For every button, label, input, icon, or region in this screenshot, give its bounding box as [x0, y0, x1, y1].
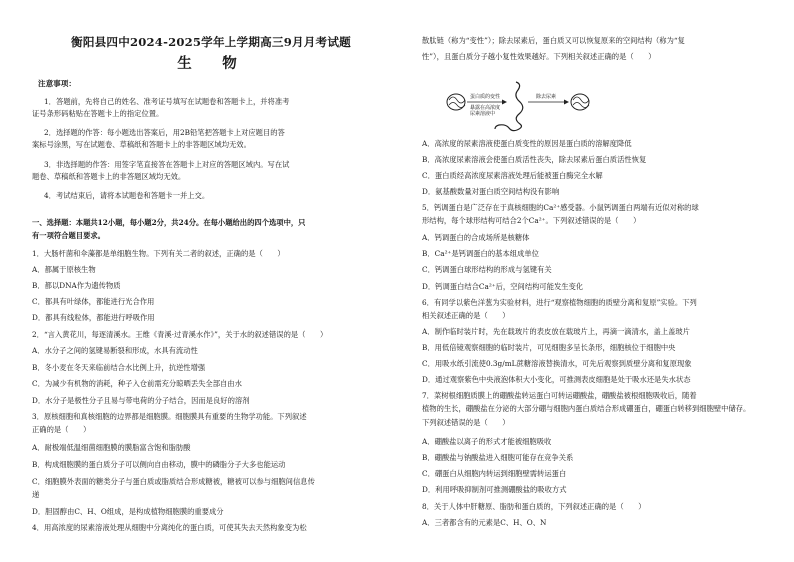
question-line: 性”），且蛋白质分子越小复性效果越好。下列相关叙述正确的是（ ）	[422, 52, 656, 61]
option-line: B．冬小麦在冬天来临前结合水比例上升，抗逆性增强	[32, 363, 206, 372]
question-line: 2．“言入黄花川，每逐清溪水。王维《青溪·过青溪水作》”，关于水的叙述错误的是（ ）	[32, 330, 328, 339]
note-line: 4．考试结束后，请将本试题卷和答题卡一并上交。	[44, 191, 210, 200]
folded-protein-left-icon	[447, 94, 465, 110]
option-line: D．水分子是极性分子且易与带电荷的分子结合，因而是良好的溶剂	[32, 396, 250, 405]
option-line: B．硼酸盐与钠酸盐进入细胞可能存在竞争关系	[422, 453, 574, 462]
option-line: 递	[32, 490, 40, 499]
question-line: 3．原核细胞和真核细胞的边界都是细胞膜。细胞膜具有重要的生物学功能。下列叙述	[32, 412, 307, 421]
option-line: C．为减少有机物的消耗，种子入仓前需充分晾晒丢失全部自由水	[32, 379, 242, 388]
question-line: 7．菜树根细胞质膜上的硼酸盐转运蛋白可转运硼酸盐，硼酸盐被根细胞吸收后，随着	[422, 391, 697, 400]
question-line: 相关叙述正确的是（ ）	[422, 311, 510, 320]
option-line: D．氨基酸数量对蛋白质空间结构没有影响	[422, 187, 560, 196]
question-line: 植物的生长，硼酸盐在分泌的大部分硼与细胞内蛋白质结合形成硼蛋白，硼蛋白转移到细胞壁中储存。	[422, 404, 751, 413]
question-line: 下列叙述错误的是（ ）	[422, 418, 510, 427]
option-line: B．高浓度尿素溶液会使蛋白质活性丧失，除去尿素后蛋白质活性恢复	[422, 155, 647, 164]
question-line: 散肽链（称为“变性”）；除去尿素后，蛋白质又可以恢复原来的空间结构（称为“复	[422, 36, 685, 45]
figure-label: 蛋白质的变性	[470, 94, 501, 100]
note-line: 3．非选择题的作答：用签字笔直接答在答题卡上对应的答题区域内。写在试	[44, 160, 290, 169]
option-line: B．都以DNA作为遗传物质	[32, 281, 121, 290]
option-line: C．钙调蛋白球形结构的形成与氢键有关	[422, 265, 552, 274]
notes-heading: 注意事项：	[38, 79, 76, 88]
subject-title: 生 物	[177, 55, 245, 72]
arrow-head-icon	[502, 100, 507, 105]
note-line: 1．答题前，先将自己的姓名、准考证号填写在试题卷和答题卡上，并将准考	[44, 97, 290, 106]
option-line: B．构成细胞膜的蛋白质分子可以侧向自由移动，膜中的磷脂分子大多也能运动	[32, 460, 286, 469]
protein-denaturation-figure	[444, 78, 594, 138]
option-line: A．三者都含有的元素是C、H、O、N	[422, 518, 547, 527]
section-heading: 一、选择题：本题共12小题，每小题2分，共24分。在每小题给出的四个选项中，只	[32, 218, 306, 227]
folded-protein-right-icon	[571, 94, 589, 110]
option-line: A．制作临时装片时，先在载玻片的表皮放在载玻片上，再滴一滴清水，盖上盖玻片	[422, 327, 690, 336]
figure-label: 尿素溶液中	[470, 111, 496, 117]
option-line: D．利用呼吸抑制剂可推测硼酸盐的吸收方式	[422, 485, 567, 494]
option-line: C．细胞膜外表面的糖类分子与蛋白质或脂质结合形成糖被，糖被可以参与细胞间信息传	[32, 477, 315, 486]
left-column	[28, 0, 394, 562]
exam-title: 衡阳县四中2024-2025学年上学期高三9月月考试题	[71, 35, 351, 49]
option-line: B．Ca²⁺是钙调蛋白的基本组成单位	[422, 249, 539, 258]
right-column	[418, 0, 772, 562]
question-line: 8．关于人体中肝糖原、脂肪和蛋白质的，下列叙述正确的是（ ）	[422, 502, 646, 511]
option-line: D．胆固醇由C、H、O组成，是构成植物细胞膜的重要成分	[32, 507, 224, 516]
note-line: 2．选择题的作答：每小题选出答案后，用2B铅笔把答题卡上对应题目的答	[44, 128, 285, 137]
question-line: 1．大肠杆菌和伞藻都是单细胞生物。下列有关二者的叙述，正确的是（ ）	[32, 249, 285, 258]
option-line: A．耐极端低温细菌细胞膜的膜脂富含饱和脂肪酸	[32, 443, 191, 452]
option-line: A．硼酸盐以离子的形式才能被细胞吸收	[422, 437, 552, 446]
option-line: A．水分子之间的氢键易断裂和形成，水具有流动性	[32, 346, 198, 355]
option-line: B．用低倍镜观察细胞的临时装片，可见细胞多呈长条形，细胞核位于细胞中央	[422, 343, 676, 352]
question-line: 5．钙调蛋白是广泛存在于真核细胞的Ca²⁺感受器。小鼠钙调蛋白两端有近似对称的球	[422, 203, 699, 212]
note-line: 题卷、草稿纸和答题卡上的非答题区域均无效。	[32, 172, 186, 181]
option-line: D．通过观察紫色中央液泡体积大小变化，可推测表皮细胞是处于吸水还是失水状态	[422, 375, 691, 384]
option-line: C．硼蛋白从细胞内转运到细胞壁需转运蛋白	[422, 469, 567, 478]
option-line: A．钙调蛋白的合成场所是核糖体	[422, 233, 530, 242]
arrow-head-icon	[564, 100, 569, 105]
note-line: 证号条形码粘贴在答题卡上的指定位置。	[32, 109, 164, 118]
option-line: C．都具有叶绿体，都能进行光合作用	[32, 297, 155, 306]
option-line: C．蛋白质经高浓度尿素溶液处理后能被蛋白酶完全水解	[422, 171, 603, 180]
question-line: 形结构，每个球形结构可结合2个Ca²⁺。下列叙述错误的是（ ）	[422, 216, 641, 225]
option-line: D．都具有线粒体，都能进行呼吸作用	[32, 313, 155, 322]
option-line: C．用吸水纸引流使0.3g/mL蔗糖溶液替换清水，可先后观察到质壁分离和复原现象	[422, 359, 692, 368]
question-line: 4．用高浓度的尿素溶液处理从细胞中分离纯化的蛋白质，可使其失去天然构象变为松	[32, 523, 307, 532]
figure-label: 暴露在高浓度	[470, 105, 501, 111]
option-line: A．高浓度的尿素溶液使蛋白质变性的原因是蛋白质的溶解度降低	[422, 139, 632, 148]
question-line: 正确的是（ ）	[32, 425, 91, 434]
section-heading: 有一项符合题目要求。	[32, 231, 105, 240]
figure-label: 除去尿素	[536, 94, 557, 100]
note-line: 案标号涂黑，写在试题卷、草稿纸和答题卡上的非答题区域均无效。	[32, 140, 251, 149]
option-line: A．都属于原核生物	[32, 265, 96, 274]
question-line: 6．有同学以紫色洋葱为实验材料，进行“观察植物细胞的质壁分离和复原”实验。下列	[422, 298, 697, 307]
option-line: D．钙调蛋白结合Ca²⁺后，空间结构可能发生变化	[422, 282, 584, 291]
